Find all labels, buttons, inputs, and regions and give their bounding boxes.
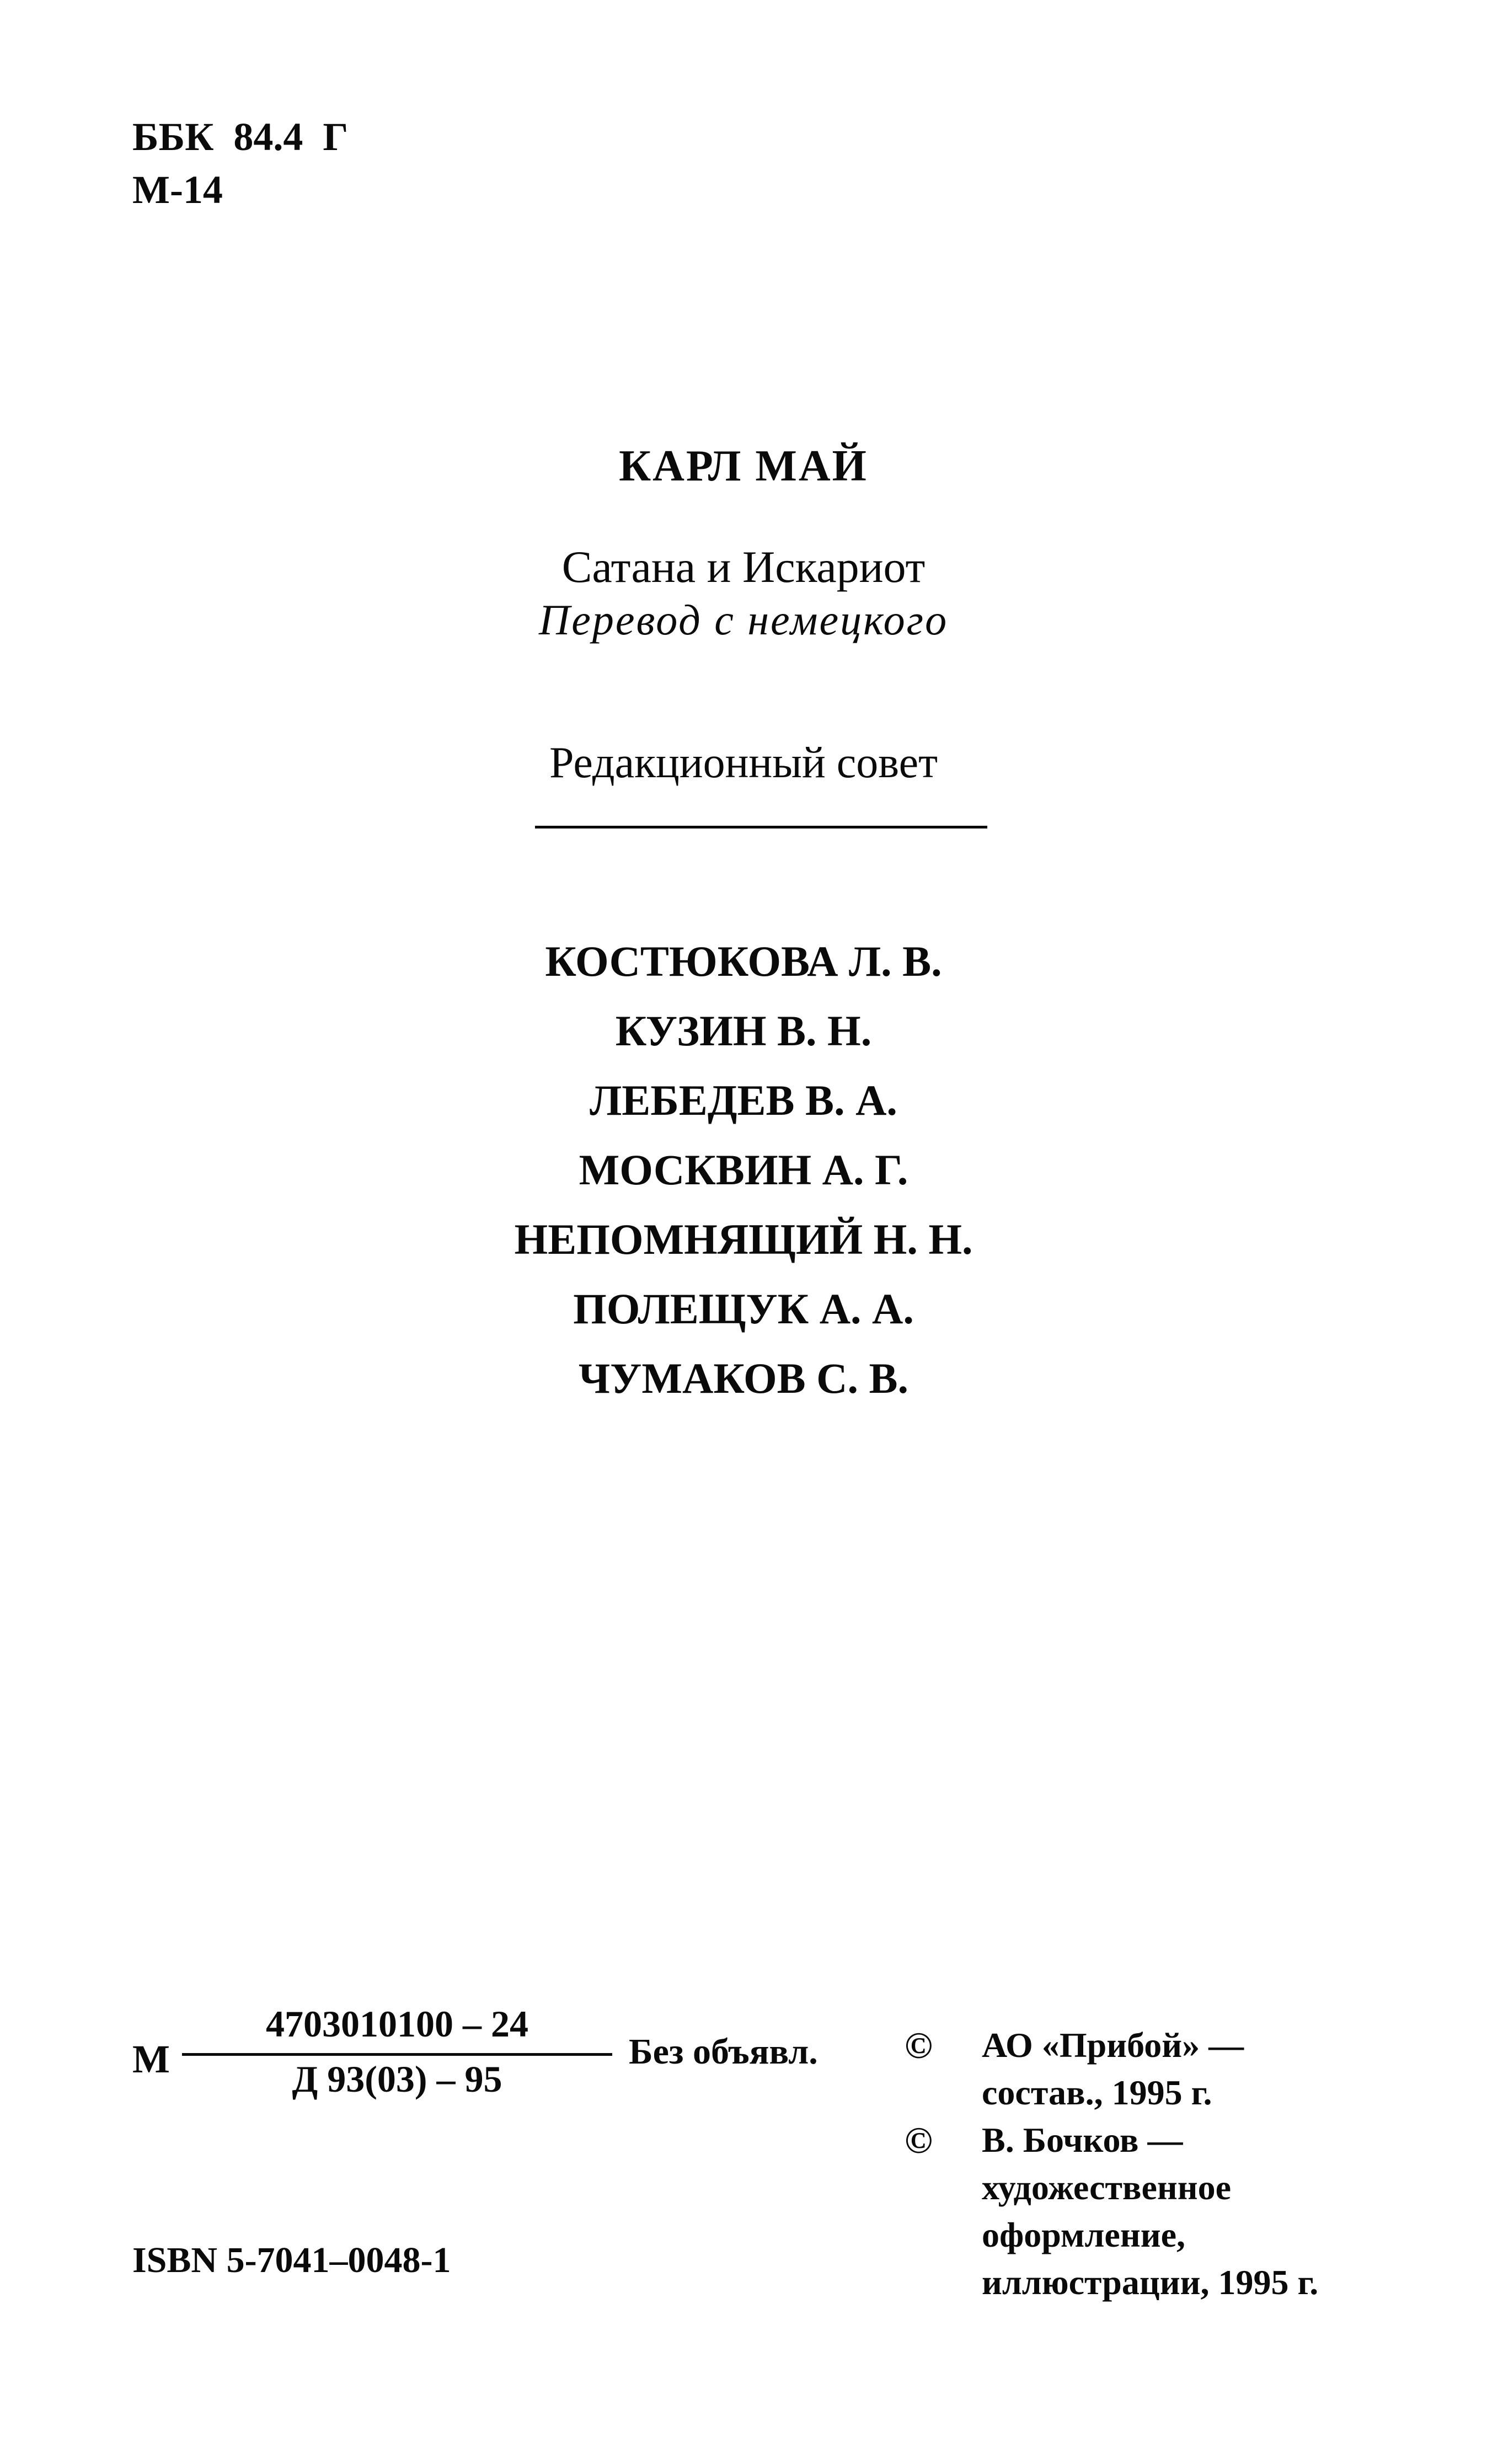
council-heading: Редакционный совет <box>549 739 938 787</box>
copyright-text: В. Бочков — художественное оформление, иллюстрации, 1995 г. <box>982 2120 1319 2302</box>
isbn: ISBN 5-7041–0048-1 <box>132 2240 451 2280</box>
catalog-fraction-line <box>182 2053 612 2056</box>
book-title: Сатана и Искариот <box>561 542 926 592</box>
council-members-list <box>0 927 1487 1413</box>
council-member: МОСКВИН А. Г. <box>579 1146 908 1194</box>
bbk-classification <box>132 110 348 216</box>
copyright-entry <box>905 2022 1456 2116</box>
council-member: КУЗИН В. Н. <box>615 1007 872 1055</box>
copyright-icon: © <box>905 2119 933 2161</box>
council-member: КОСТЮКОВА Л. В. <box>545 937 942 985</box>
council-member: ЧУМАКОВ С. В. <box>578 1354 909 1402</box>
catalog-denominator: Д 93(03) – 95 <box>292 2058 502 2100</box>
catalog-note: Без объявл. <box>629 2032 818 2072</box>
book-subtitle: Перевод с немецкого <box>538 596 949 644</box>
copyright-block <box>905 2022 1456 2306</box>
council-member: ПОЛЕЩУК А. А. <box>573 1285 914 1333</box>
council-member: ЛЕБЕДЕВ В. А. <box>590 1076 897 1124</box>
catalog-numerator: 4703010100 – 24 <box>266 2003 528 2045</box>
council-divider <box>535 826 987 829</box>
author-name: КАРЛ МАЙ <box>619 442 868 490</box>
catalog-index <box>132 2002 818 2113</box>
council-member: НЕПОМНЯЩИЙ Н. Н. <box>514 1215 973 1263</box>
bbk-code: ББК 84.4 Г <box>132 115 349 159</box>
author-mark: М-14 <box>132 168 223 212</box>
copyright-entry <box>905 2116 1456 2306</box>
copyright-text: АО «Прибой» — состав., 1995 г. <box>982 2025 1244 2112</box>
copyright-icon: © <box>905 2024 933 2066</box>
catalog-letter: М <box>132 2037 170 2081</box>
